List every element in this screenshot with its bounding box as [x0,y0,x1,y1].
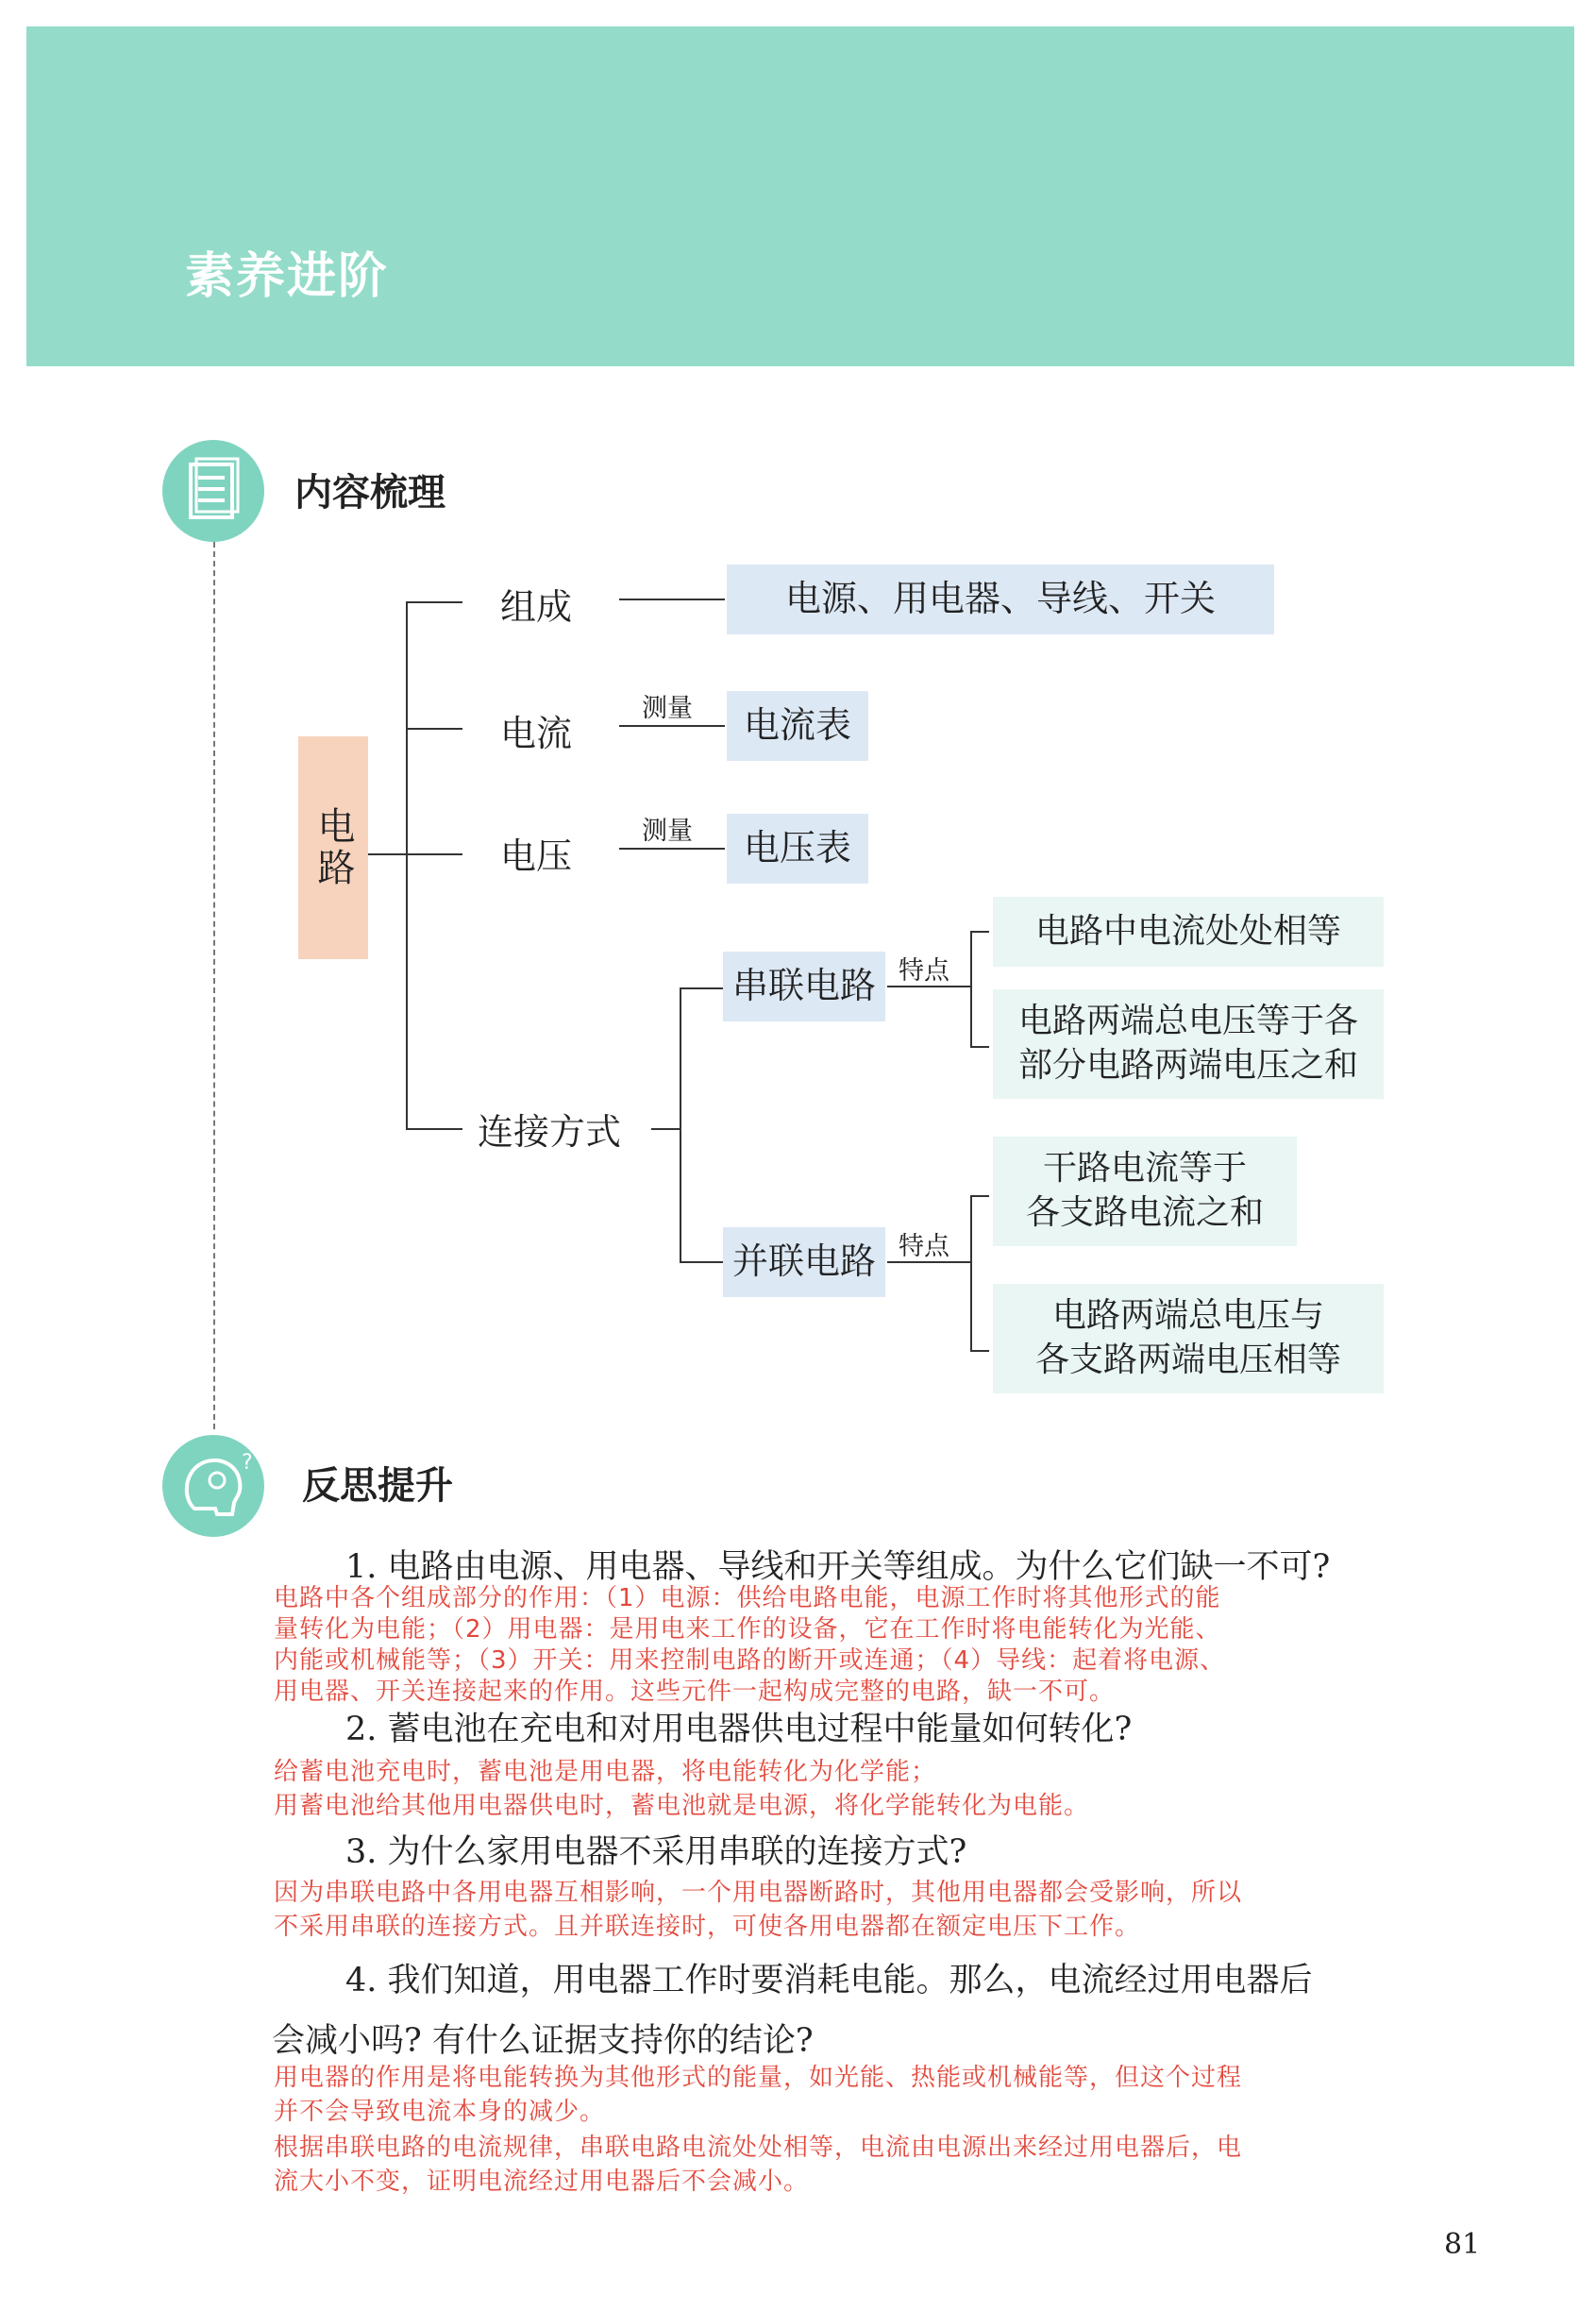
connector-line [619,725,725,727]
notes-icon [162,440,264,542]
parallel-feature-2-line2: 各支路两端电压相等 [1034,1341,1341,1379]
series-feature-2-line2: 部分电路两端电压之和 [1017,1046,1358,1085]
series-relation-label: 特点 [899,956,949,986]
connector-line [619,848,725,850]
connector-line [680,987,725,989]
connector-line [970,1046,989,1048]
answer-4-line: 流大小不变，证明电流经过用电器后不会减小。 [274,2168,810,2196]
answer-2-line: 用蓄电池给其他用电器供电时，蓄电池就是电源，将化学能转化为电能。 [274,1792,1090,1820]
answer-1-line: 量转化为电能；（2）用电器：是用电来工作的设备，它在工作时将电能转化为光能、 [274,1615,1221,1644]
answer-3-line: 不采用串联的连接方式。且并联连接时，可使各用电器都在额定电压下工作。 [274,1913,1141,1941]
page-number: 81 [1444,2228,1481,2261]
connector-line [970,1350,989,1352]
answer-1-line: 用电器、开关连接起来的作用。这些元件一起构成完整的电路，缺一不可。 [274,1678,1116,1706]
voltage-value: 电压表 [743,827,851,869]
parallel-feature-1 [993,1137,1297,1246]
section-title-reflection: 反思提升 [302,1464,453,1508]
branch-voltage-label: 电压 [500,835,573,877]
series-circuit-box [723,952,885,1021]
parallel-circuit-box [723,1227,885,1297]
branch-current-label: 电流 [500,713,573,754]
connector-line [406,853,462,855]
connector-line [406,601,462,603]
connector-line [680,987,681,1263]
connector-line [406,728,462,730]
answer-1-line: 内能或机械能等；（3）开关：用来控制电路的断开或连通；（4）导线：起着将电源、 [274,1646,1226,1675]
voltage-relation-label: 测量 [642,817,693,846]
question-2: 2. 蓄电池在充电和对用电器供电过程中能量如何转化? [345,1711,1133,1748]
parallel-feature-1-line1: 干路电流等于 [1042,1149,1247,1189]
series-circuit-label: 串联电路 [731,965,876,1007]
answer-3-line: 因为串联电路中各用电器互相影响，一个用电器断路时，其他用电器都会受影响，所以 [274,1879,1243,1907]
connector-line [887,986,970,987]
voltage-box [727,814,868,884]
parallel-feature-1-line2: 各支路电流之和 [1025,1193,1264,1232]
banner-title: 素养进阶 [185,247,390,305]
current-relation-label: 测量 [642,694,693,723]
connector-line [406,1128,462,1130]
series-feature-1 [993,897,1384,967]
answer-4-line: 并不会导致电流本身的减少。 [274,2098,606,2126]
connector-line [970,1195,989,1197]
thinking-head-icon [162,1435,264,1537]
answer-1-line: 电路中各个组成部分的作用：（1）电源：供给电路电能，电源工作时将其他形式的能 [274,1584,1221,1612]
mindmap-root [298,736,368,959]
branch-connection-label: 连接方式 [478,1111,622,1153]
series-feature-2 [993,989,1384,1099]
connector-line [406,601,408,1130]
connector-line [619,599,725,600]
composition-box [727,565,1274,634]
branch-composition-label: 组成 [500,586,573,628]
parallel-feature-2-line1: 电路两端总电压与 [1051,1296,1324,1336]
connector-line [887,1261,970,1263]
parallel-relation-label: 特点 [899,1232,949,1261]
answer-2-line: 给蓄电池充电时，蓄电池是用电器，将电能转化为化学能； [274,1758,937,1786]
connector-line [651,1128,680,1130]
parallel-feature-2 [993,1284,1384,1393]
question-3: 3. 为什么家用电器不采用串联的连接方式? [345,1833,967,1871]
composition-value: 电源、用电器、导线、开关 [784,578,1216,620]
current-value: 电流表 [743,704,851,747]
section-title-content: 内容梳理 [294,471,445,514]
svg-text:?: ? [242,1451,253,1475]
connector-line [970,1195,972,1352]
answer-4-line: 根据串联电路的电流规律，串联电路电流处处相等，电流由电源出来经过用电器后，电 [274,2134,1243,2162]
mindmap-root-label: 电路 [311,806,355,889]
connector-line [368,853,406,855]
current-box [727,691,868,761]
series-feature-1-text: 电路中电流处处相等 [1034,911,1341,951]
connector-line [970,931,972,1048]
header-banner [26,26,1574,366]
answer-4-line: 用电器的作用是将电能转换为其他形式的能量，如光能、热能或机械能等，但这个过程 [274,2064,1243,2092]
parallel-circuit-label: 并联电路 [731,1240,876,1283]
question-1: 1. 电路由电源、用电器、导线和开关等组成。为什么它们缺一不可? [345,1548,1331,1586]
series-feature-2-line1: 电路两端总电压等于各 [1017,1002,1358,1041]
question-4-line1: 4. 我们知道，用电器工作时要消耗电能。那么，电流经过用电器后 [345,1962,1313,1999]
connector-line [680,1261,725,1263]
section-divider-line [213,542,215,1429]
question-4-line2: 会减小吗? 有什么证据支持你的结论? [272,2022,814,2060]
connector-line [970,931,989,933]
